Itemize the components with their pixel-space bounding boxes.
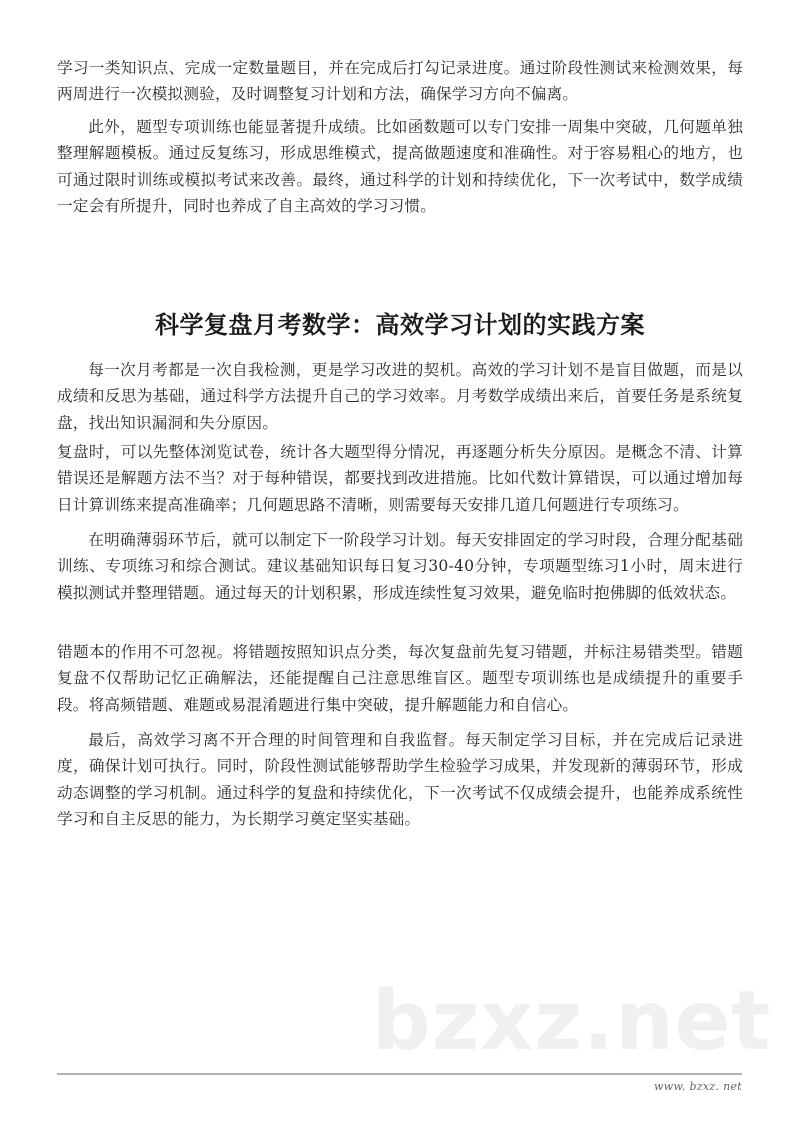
article-title: 科学复盘月考数学：高效学习计划的实践方案 bbox=[155, 311, 645, 339]
paragraph-continued-1: 学习一类知识点、完成一定数量题目，并在完成后打勾记录进度。通过阶段性测试来检测效果，每两周进行一次模拟测验，及时调整复习计划和方法，确保学习方向不偏离。 bbox=[57, 59, 743, 104]
article-paragraph-4: 错题本的作用不可忽视。将错题按照知识点分类，每次复盘前先复习错题，并标注易错类型。错题复盘不仅帮助记忆正确解法，还能提醒自己注意思维盲区。题型专项训练也是成绩提升的重要手段。将高频错题、难题或易混淆题进行集中突破，提升解题能力和自信心。 bbox=[57, 643, 743, 714]
footer-site-url: www. bzxz. net bbox=[654, 1080, 742, 1093]
article-paragraph-3: 在明确薄弱环节后，就可以制定下一阶段学习计划。每天安排固定的学习时段，合理分配基础训练、专项练习和综合测试。建议基础知识每日复习30-40分钟，专项题型练习1小时，周末进行模拟测试并整理错题。通过每天的计划积累，形成连续性复习效果，避免临时抱佛脚的低效状态。 bbox=[57, 531, 743, 602]
article-paragraph-2: 复盘时，可以先整体浏览试卷，统计各大题型得分情况，再逐题分析失分原因。是概念不清、计算错误还是解题方法不当？对于每种错误，都要找到改进措施。比如代数计算错误，可以通过增加每日计算训练来提高准确率；几何题思路不清晰，则需要每天安排几道几何题进行专项练习。 bbox=[57, 443, 743, 514]
article-paragraph-5: 最后，高效学习离不开合理的时间管理和自我监督。每天制定学习目标，并在完成后记录进度，确保计划可执行。同时，阶段性测试能够帮助学生检验学习成果，并发现新的薄弱环节，形成动态调整的学习机制。通过科学的复盘和持续优化，下一次考试不仅成绩会提升，也能养成系统性学习和自主反思的能力，为长期学习奠定坚实基础。 bbox=[57, 731, 743, 829]
footer-divider bbox=[57, 1073, 742, 1075]
paragraph-continued-2: 此外，题型专项训练也能显著提升成绩。比如函数题可以专门安排一周集中突破，几何题单独整理解题模板。通过反复练习，形成思维模式，提高做题速度和准确性。对于容易粗心的地方，也可通过限时训练或模拟考试来改善。最终，通过科学的计划和持续优化，下一次考试中，数学成绩一定会有所提升，同时也养成了自主高效的学习习惯。 bbox=[57, 118, 743, 216]
watermark-logo: bzxz.net bbox=[372, 974, 772, 1069]
article-paragraph-1: 每一次月考都是一次自我检测，更是学习改进的契机。高效的学习计划不是盲目做题，而是以成绩和反思为基础，通过科学方法提升自己的学习效率。月考数学成绩出来后，首要任务是系统复盘，找出知识漏洞和失分原因。 bbox=[57, 361, 743, 432]
